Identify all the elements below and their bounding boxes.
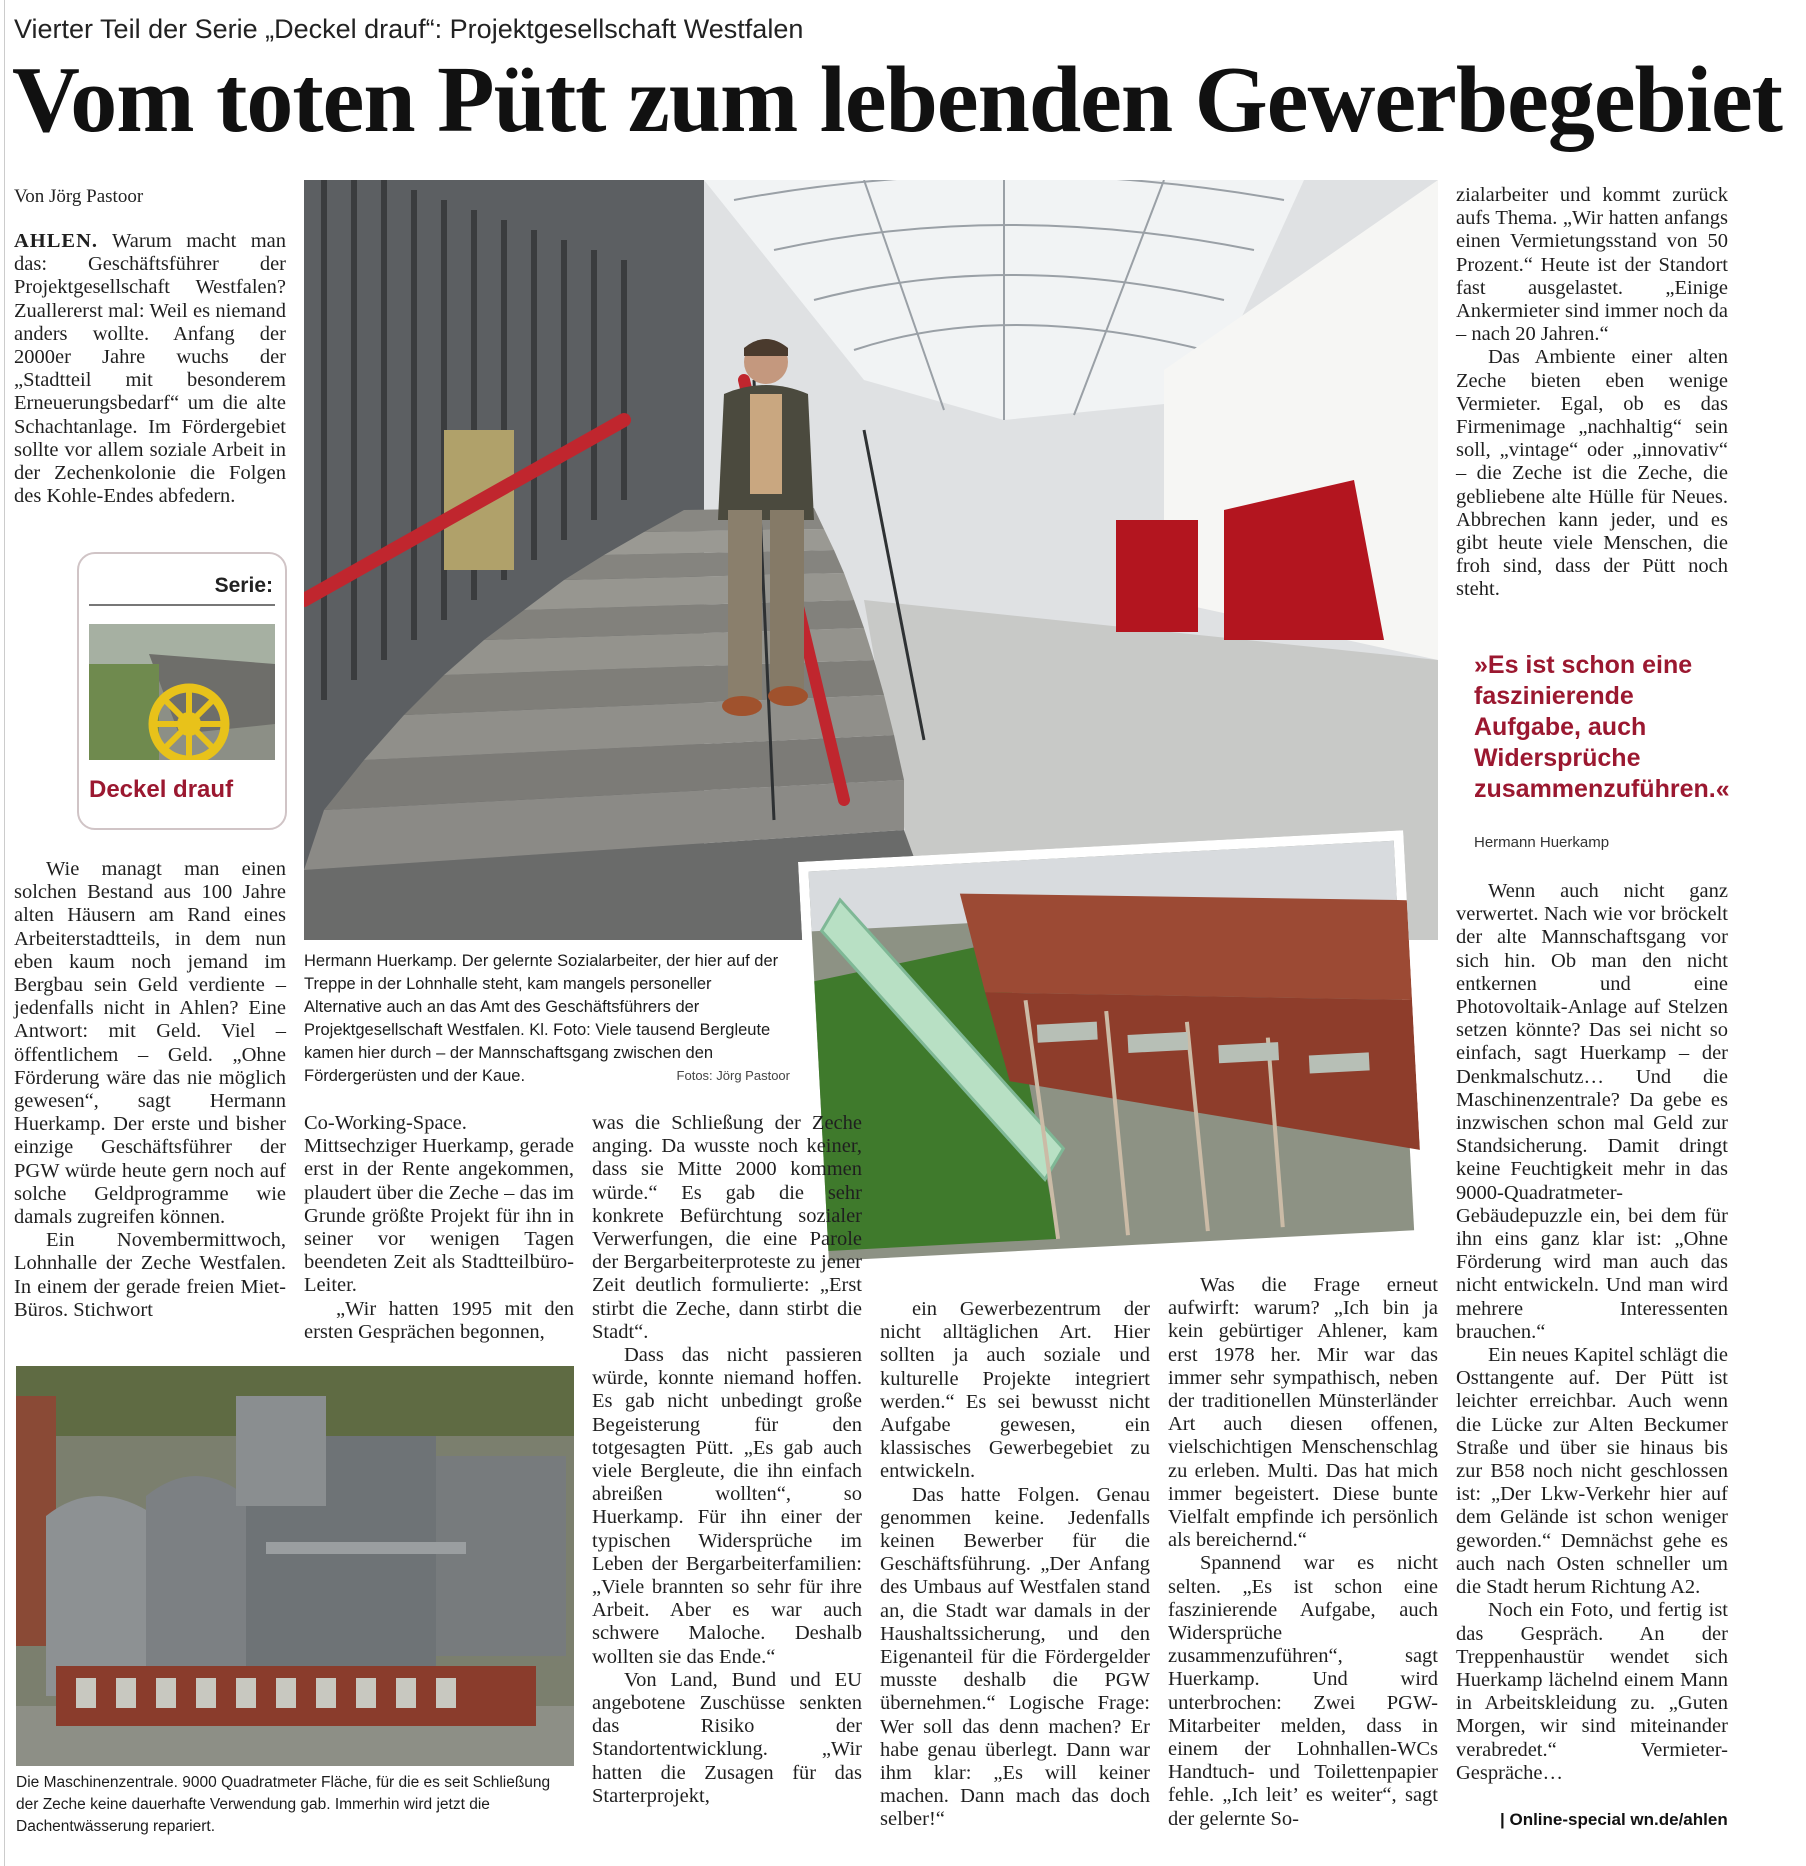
column-6-top: [1456, 184, 1728, 602]
bottom-photo-caption: Die Maschinenzentrale. 9000 Quadratmeter Fläche, für die es seit Schließung der Zeche keine dauerhafte Verwendung gab. Immerhin wird jetzt die Dachentwässerung repariert.: [16, 1774, 551, 1835]
series-thumbnail-image: [89, 624, 275, 760]
column-6-bottom: [1456, 880, 1728, 1785]
column-3: [592, 1112, 862, 1808]
paragraph: Dass das nicht passieren würde, konnte niemand hoffen. Es gab nicht unbedingt große Begeisterung für den totgesagten Pütt. „Es gab auch viele Bergleute, die ihn einfach abreißen wollten“, so Huerkamp. Für ihn einer der typischen Widersprüche im Leben der Bergarbeiterfamilien: „Viele brannten so sehr für ihre Arbeit. Aber es war auch schwere Maloche. Deshalb wollten sie das Ende.“: [592, 1344, 862, 1668]
paragraph: Spannend war es nicht selten. „Es ist schon eine faszinierende Aufgabe, auch Widersprüche zusammenzuführen“, sagt Huerkamp. Und wird unterbrochen: Zwei PGW-Mitarbeiter melden, dass in einem der Lohnhallen-WCs Handtuch- und Toilettenpapier fehle. „Ich leit’ es weiter“, sagt der gelernte So-: [1168, 1552, 1438, 1830]
dateline: AHLEN.: [14, 230, 99, 252]
paragraph: zialarbeiter und kommt zurück aufs Thema. „Wir hatten anfangs einen Vermietungsstand von 50 Prozent.“ Heute ist der Standort fast ausgelastet. „Einige Ankermieter sind immer noch da – nach 20 Jahren.“: [1456, 184, 1728, 346]
online-special-link[interactable]: | Online-special wn.de/ahlen: [1500, 1810, 1728, 1829]
intro-text: Warum macht man das: Geschäftsführer der Projektgesellschaft Westfalen? Zuallererst mal: Weil es niemand anders wollte. Anfang der 2000er Jahre wuchs der „Stadtteil mit besonderem Erneuerungsbedarf“ um die alte Schachtanlage. Im Fördergebiet sollte vor allem soziale Arbeit in der Zechenkolonie die Folgen des Kohle-Endes abfedern.: [14, 230, 286, 508]
headline: Vom toten Pütt zum lebenden Gewerbegebiet: [12, 48, 1782, 152]
maschinenzentrale-aerial-photo: [16, 1366, 574, 1766]
column-2: [304, 1112, 574, 1344]
paragraph: „Wir hatten 1995 mit den ersten Gesprächen begonnen,: [304, 1297, 574, 1343]
mannschaftsgang-photo: [798, 830, 1425, 1271]
paragraph: ein Gewerbezentrum der nicht alltäglichen Art. Hier sollten ja auch soziale und kulturelle Projekte integriert werden.“ Es sei bewusst nicht Aufgabe gewesen, ein klassisches Gewerbegebiet zu entwickeln.: [880, 1298, 1150, 1483]
paragraph: Ein neues Kapitel schlägt die Osttangente auf. Der Pütt ist leichter erreichbar. Auch wenn die Lücke zur Alten Beckumer Straße und über sie hinaus bis zur B58 noch nicht geschlossen ist: „Der Lkw-Verkehr hier auf dem Gelände ist schon weniger geworden.“ Demnächst gehe es auch nach Osten schneller um die Stadt herum Richtung A2.: [1456, 1344, 1728, 1599]
column-5: [1168, 1274, 1438, 1831]
paragraph: Wie managt man einen solchen Bestand aus 100 Jahre alten Häusern am Rand eines Arbeiterstadtteils, in dem nun eben kaum noch jemand im Bergbau sein Geld verdiente – jedenfalls nicht in Ahlen? Eine Antwort: mit Geld. Viel – öffentlichem – Geld. „Ohne Förderung wäre das nie möglich gewesen“, sagt Hermann Huerkamp. Der erste und bisher einzige Geschäftsführer der PGW würde heute gern noch auf solche Geldprogramme wie damals zugreifen können.: [14, 858, 286, 1229]
photo-credit: Fotos: Jörg Pastoor: [676, 1068, 790, 1083]
intro-paragraph: [14, 230, 286, 508]
paragraph: Noch ein Foto, und fertig ist das Gespräch. An der Treppenhaustür wendet sich Huerkamp lächelnd einem Mann in Arbeitskleidung zu. „Guten Morgen, wir sind miteinander verabredet.“ Vermieter-Gespräche…: [1456, 1599, 1728, 1784]
page-edge-rule: [4, 0, 5, 1866]
byline: Von Jörg Pastoor: [14, 186, 144, 207]
paragraph: Das Ambiente einer alten Zeche bieten eben wenige Vermieter. Egal, ob es das Firmenimage „nachhaltig“ sein soll, „vintage“ oder „innovativ“ – die Zeche ist die Zeche, die gebliebene alte Hülle für Neues. Abbrechen kann jeder, und es gibt heute viele Menschen, die froh sind, dass der Pütt noch steht.: [1456, 346, 1728, 601]
column-1: [14, 858, 286, 1322]
paragraph: Von Land, Bund und EU angebotene Zuschüsse senkten das Risiko der Standortentwicklung. „Wir hatten die Zusagen für das Starterprojekt,: [592, 1668, 862, 1807]
series-kicker: Vierter Teil der Serie „Deckel drauf“: Projektgesellschaft Westfalen: [14, 14, 804, 44]
pull-quote: »Es ist schon eine faszinierende Aufgabe, auch Widersprüche zusammenzuführen.«: [1474, 651, 1730, 803]
paragraph: Ein Novembermittwoch, Lohnhalle der Zeche Westfalen. In einem der gerade freien Miet-Büros. Stichwort: [14, 1229, 286, 1321]
paragraph: Das hatte Folgen. Genau genommen keine. Jedenfalls keinen Bewerber für die Geschäftsführung. „Der Anfang des Umbaus auf Westfalen stand an, die Stadt war damals in der Haushaltssicherung, und den Eigenanteil für die Fördergelder musste deshalb die PGW übernehmen.“ Logische Frage: Wer soll das denn machen? Er habe genau überlegt. Dann war ihm klar: „Es will keiner machen. Dann mach das doch selber!“: [880, 1483, 1150, 1831]
paragraph: was die Schließung der Zeche anging. Da wusste noch keiner, dass sie Mitte 2000 kommen würde.“ Es gab die sehr konkrete Befürchtung sozialer Verwerfungen, die eine Parole der Bergarbeiterproteste zu jener Zeit deutlich formulierte: „Erst stirbt die Zeche, dann stirbt die Stadt“.: [592, 1112, 862, 1343]
series-name: Deckel drauf: [89, 776, 234, 803]
paragraph: Co-Working-Space. Mittsechziger Huerkamp, gerade erst in der Rente angekommen, plaudert über die Zeche – das im Grunde größte Projekt für ihn in seiner vor wenigen Tagen beendeten Zeit als Stadtteilbüro-Leiter.: [304, 1112, 574, 1297]
staircase-lohnhalle-photo: [304, 180, 1438, 940]
paragraph: Was die Frage erneut aufwirft: warum? „Ich bin ja kein gebürtiger Ahlener, kam erst 1978 her. Mir war das immer sehr sympathisch, neben der traditionellen Münsterländer Art auch diesen offenen, vielschichtigen Menschenschlag zu erleben. Multi. Das hat mich immer begeistert. Diese bunte Vielfalt empfinde ich persönlich als bereichernd.“: [1168, 1274, 1438, 1552]
series-divider: [89, 604, 275, 606]
pull-quote-source: Hermann Huerkamp: [1474, 834, 1610, 851]
paragraph: Wenn auch nicht ganz verwertet. Nach wie vor bröckelt der alte Mannschaftsgang vor sich hin. Ob man den nicht entkernen und eine Photovoltaik-Anlage auf Stelzen setzen könnte? Das sei nicht so einfach, sagt Huerkamp – der Denkmalschutz… Und die Maschinenzentrale? Da gebe es inzwischen schon mal Geld zur Standsicherung. Damit dringt keine Feuchtigkeit mehr in das 9000-Quadratmeter-Gebäudepuzzle ein, bei dem für ihn eins ganz klar ist: „Ohne Förderung wird man auch das nicht entwickeln. Und man wird mehrere Interessenten brauchen.“: [1456, 880, 1728, 1343]
series-label: Serie:: [214, 574, 273, 597]
series-box: [77, 552, 287, 830]
main-photo-caption: Hermann Huerkamp. Der gelernte Sozialarbeiter, der hier auf der Treppe in der Lohnhalle steht, kam mangels personeller Alternative auch an das Amt des Geschäftsführers der Projektgesellschaft Westfalen. Kl. Foto: Viele tausend Bergleute kamen hier durch – der Mannschaftsgang zwischen den Fördergerüsten und der Kaue.: [304, 952, 779, 1085]
column-4: [880, 1298, 1150, 1832]
